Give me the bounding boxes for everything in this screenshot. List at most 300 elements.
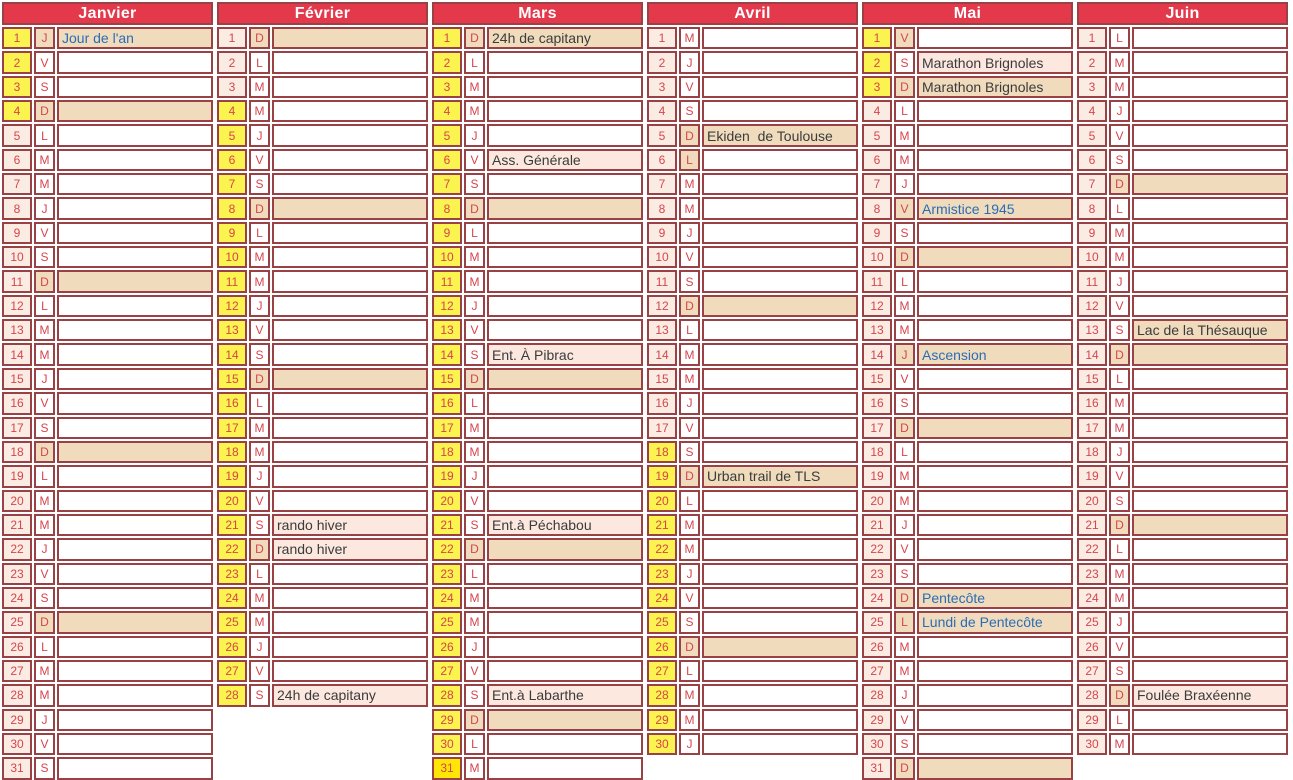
day-letter-cell[interactable]: L [894,270,915,292]
day-number-cell[interactable]: 4 [647,100,677,122]
day-number-cell[interactable]: 14 [217,343,247,365]
day-number-cell[interactable]: 12 [647,295,677,317]
event-cell[interactable] [1132,124,1288,146]
event-cell[interactable] [702,538,858,560]
day-number-cell[interactable]: 24 [862,587,892,609]
day-number-cell[interactable]: 30 [432,733,462,755]
event-cell[interactable] [272,246,428,268]
day-letter-cell[interactable]: M [894,636,915,658]
day-letter-cell[interactable]: V [679,587,700,609]
day-number-cell[interactable]: 30 [2,733,32,755]
day-letter-cell[interactable]: J [249,295,270,317]
day-number-cell[interactable]: 15 [2,368,32,390]
event-cell[interactable] [57,392,213,414]
event-cell[interactable]: Ent.à Labarthe [487,684,643,706]
event-cell[interactable] [487,636,643,658]
day-letter-cell[interactable]: S [34,246,55,268]
day-letter-cell[interactable]: M [679,173,700,195]
day-number-cell[interactable]: 22 [432,538,462,560]
event-cell[interactable] [57,538,213,560]
day-number-cell[interactable]: 23 [2,563,32,585]
event-cell[interactable] [1132,709,1288,731]
day-number-cell[interactable]: 17 [647,417,677,439]
day-letter-cell[interactable]: M [679,684,700,706]
event-cell[interactable] [272,611,428,633]
day-number-cell[interactable]: 30 [862,733,892,755]
event-cell[interactable] [702,197,858,219]
day-letter-cell[interactable]: J [679,51,700,73]
day-number-cell[interactable]: 9 [217,222,247,244]
event-cell[interactable] [487,368,643,390]
day-number-cell[interactable]: 16 [647,392,677,414]
event-cell[interactable] [1132,100,1288,122]
event-cell[interactable] [487,270,643,292]
day-number-cell[interactable]: 26 [432,636,462,658]
event-cell[interactable]: Ekiden de Toulouse [702,124,858,146]
day-number-cell[interactable]: 9 [2,222,32,244]
day-number-cell[interactable]: 9 [862,222,892,244]
event-cell[interactable]: Marathon Brignoles [917,51,1073,73]
day-letter-cell[interactable]: L [894,441,915,463]
event-cell[interactable]: Ass. Générale [487,149,643,171]
day-number-cell[interactable]: 20 [432,490,462,512]
day-number-cell[interactable]: 8 [862,197,892,219]
day-letter-cell[interactable]: V [679,246,700,268]
event-cell[interactable] [57,611,213,633]
day-number-cell[interactable]: 11 [862,270,892,292]
day-number-cell[interactable]: 26 [862,636,892,658]
day-letter-cell[interactable]: J [894,343,915,365]
event-cell[interactable] [1132,76,1288,98]
day-letter-cell[interactable]: L [1109,709,1130,731]
event-cell[interactable] [57,368,213,390]
day-number-cell[interactable]: 12 [432,295,462,317]
day-number-cell[interactable]: 29 [432,709,462,731]
day-number-cell[interactable]: 30 [647,733,677,755]
day-letter-cell[interactable]: V [894,368,915,390]
day-letter-cell[interactable]: D [464,538,485,560]
event-cell[interactable] [57,76,213,98]
day-number-cell[interactable]: 25 [2,611,32,633]
event-cell[interactable] [487,222,643,244]
day-letter-cell[interactable]: D [464,197,485,219]
day-letter-cell[interactable]: J [1109,100,1130,122]
day-number-cell[interactable]: 9 [647,222,677,244]
day-letter-cell[interactable]: M [249,270,270,292]
day-letter-cell[interactable]: S [894,563,915,585]
event-cell[interactable] [272,563,428,585]
event-cell[interactable] [917,173,1073,195]
event-cell[interactable] [272,100,428,122]
event-cell[interactable]: Ent.à Péchabou [487,514,643,536]
event-cell[interactable] [917,465,1073,487]
day-letter-cell[interactable]: J [894,684,915,706]
event-cell[interactable] [487,319,643,341]
event-cell[interactable] [272,319,428,341]
day-letter-cell[interactable]: J [679,563,700,585]
day-letter-cell[interactable]: M [249,587,270,609]
event-cell[interactable] [272,197,428,219]
day-number-cell[interactable]: 13 [2,319,32,341]
day-number-cell[interactable]: 27 [217,660,247,682]
day-number-cell[interactable]: 20 [217,490,247,512]
day-letter-cell[interactable]: M [894,149,915,171]
day-number-cell[interactable]: 3 [1077,76,1107,98]
day-number-cell[interactable]: 7 [647,173,677,195]
day-number-cell[interactable]: 11 [2,270,32,292]
day-number-cell[interactable]: 4 [862,100,892,122]
event-cell[interactable] [702,222,858,244]
day-letter-cell[interactable]: M [464,100,485,122]
event-cell[interactable]: Armistice 1945 [917,197,1073,219]
day-letter-cell[interactable]: L [464,392,485,414]
event-cell[interactable]: 24h de capitany [487,27,643,49]
day-number-cell[interactable]: 18 [432,441,462,463]
event-cell[interactable] [272,417,428,439]
day-number-cell[interactable]: 7 [2,173,32,195]
day-number-cell[interactable]: 13 [432,319,462,341]
day-letter-cell[interactable]: S [249,684,270,706]
day-number-cell[interactable]: 14 [647,343,677,365]
day-letter-cell[interactable]: L [249,222,270,244]
day-number-cell[interactable]: 9 [1077,222,1107,244]
event-cell[interactable] [917,417,1073,439]
day-letter-cell[interactable]: D [464,368,485,390]
day-letter-cell[interactable]: L [894,100,915,122]
day-number-cell[interactable]: 19 [862,465,892,487]
day-letter-cell[interactable]: S [679,441,700,463]
event-cell[interactable] [57,490,213,512]
day-letter-cell[interactable]: D [1109,343,1130,365]
day-letter-cell[interactable]: M [34,490,55,512]
day-letter-cell[interactable]: V [34,222,55,244]
event-cell[interactable] [57,222,213,244]
event-cell[interactable] [917,319,1073,341]
event-cell[interactable] [702,295,858,317]
day-letter-cell[interactable]: M [679,368,700,390]
day-letter-cell[interactable]: L [1109,538,1130,560]
day-letter-cell[interactable]: M [34,684,55,706]
day-number-cell[interactable]: 13 [217,319,247,341]
day-number-cell[interactable]: 20 [2,490,32,512]
day-letter-cell[interactable]: M [34,660,55,682]
event-cell[interactable] [1132,295,1288,317]
day-number-cell[interactable]: 11 [1077,270,1107,292]
event-cell[interactable] [57,757,213,779]
day-number-cell[interactable]: 22 [217,538,247,560]
day-number-cell[interactable]: 5 [862,124,892,146]
event-cell[interactable] [702,709,858,731]
event-cell[interactable] [487,76,643,98]
day-letter-cell[interactable]: S [249,173,270,195]
day-number-cell[interactable]: 3 [217,76,247,98]
day-letter-cell[interactable]: L [34,465,55,487]
day-letter-cell[interactable]: D [249,538,270,560]
event-cell[interactable] [702,684,858,706]
day-letter-cell[interactable]: M [894,295,915,317]
event-cell[interactable] [1132,636,1288,658]
day-letter-cell[interactable]: S [1109,149,1130,171]
day-number-cell[interactable]: 19 [432,465,462,487]
day-letter-cell[interactable]: J [894,514,915,536]
day-number-cell[interactable]: 16 [2,392,32,414]
day-number-cell[interactable]: 2 [1077,51,1107,73]
event-cell[interactable] [1132,27,1288,49]
day-letter-cell[interactable]: S [679,270,700,292]
event-cell[interactable] [57,465,213,487]
event-cell[interactable] [917,124,1073,146]
day-number-cell[interactable]: 22 [1077,538,1107,560]
event-cell[interactable] [272,343,428,365]
event-cell[interactable] [917,709,1073,731]
day-number-cell[interactable]: 15 [647,368,677,390]
event-cell[interactable]: Marathon Brignoles [917,76,1073,98]
event-cell[interactable] [57,51,213,73]
event-cell[interactable] [917,684,1073,706]
day-letter-cell[interactable]: L [34,295,55,317]
day-letter-cell[interactable]: S [679,100,700,122]
event-cell[interactable] [1132,343,1288,365]
event-cell[interactable] [917,660,1073,682]
day-number-cell[interactable]: 28 [217,684,247,706]
event-cell[interactable]: rando hiver [272,538,428,560]
event-cell[interactable] [702,611,858,633]
event-cell[interactable] [702,270,858,292]
day-number-cell[interactable]: 27 [647,660,677,682]
day-letter-cell[interactable]: D [249,197,270,219]
day-number-cell[interactable]: 13 [647,319,677,341]
day-number-cell[interactable]: 7 [862,173,892,195]
day-number-cell[interactable]: 27 [862,660,892,682]
event-cell[interactable] [1132,270,1288,292]
day-letter-cell[interactable]: M [249,611,270,633]
day-number-cell[interactable]: 8 [1077,197,1107,219]
day-number-cell[interactable]: 29 [2,709,32,731]
event-cell[interactable]: Foulée Braxéenne [1132,684,1288,706]
event-cell[interactable] [272,51,428,73]
day-number-cell[interactable]: 28 [432,684,462,706]
day-letter-cell[interactable]: V [894,538,915,560]
event-cell[interactable] [702,441,858,463]
event-cell[interactable] [917,514,1073,536]
day-number-cell[interactable]: 22 [2,538,32,560]
event-cell[interactable]: Jour de l'an [57,27,213,49]
day-letter-cell[interactable]: D [249,27,270,49]
event-cell[interactable] [487,100,643,122]
day-letter-cell[interactable]: V [249,660,270,682]
event-cell[interactable] [917,149,1073,171]
day-letter-cell[interactable]: D [679,124,700,146]
event-cell[interactable] [702,660,858,682]
day-number-cell[interactable]: 6 [217,149,247,171]
day-number-cell[interactable]: 21 [1077,514,1107,536]
day-letter-cell[interactable]: J [249,465,270,487]
day-letter-cell[interactable]: J [34,27,55,49]
event-cell[interactable] [917,636,1073,658]
day-letter-cell[interactable]: V [679,76,700,98]
event-cell[interactable] [1132,587,1288,609]
event-cell[interactable] [57,514,213,536]
event-cell[interactable] [272,441,428,463]
event-cell[interactable] [57,563,213,585]
event-cell[interactable] [487,197,643,219]
event-cell[interactable] [487,246,643,268]
day-number-cell[interactable]: 17 [862,417,892,439]
day-number-cell[interactable]: 19 [1077,465,1107,487]
day-number-cell[interactable]: 17 [432,417,462,439]
day-letter-cell[interactable]: V [464,149,485,171]
day-letter-cell[interactable]: V [249,490,270,512]
day-letter-cell[interactable]: M [464,417,485,439]
day-number-cell[interactable]: 6 [432,149,462,171]
event-cell[interactable]: 24h de capitany [272,684,428,706]
event-cell[interactable] [57,441,213,463]
day-number-cell[interactable]: 18 [2,441,32,463]
day-letter-cell[interactable]: M [249,100,270,122]
day-letter-cell[interactable]: S [894,733,915,755]
day-number-cell[interactable]: 25 [432,611,462,633]
day-number-cell[interactable]: 15 [432,368,462,390]
day-letter-cell[interactable]: M [464,270,485,292]
day-letter-cell[interactable]: D [34,611,55,633]
day-letter-cell[interactable]: D [894,587,915,609]
event-cell[interactable] [1132,149,1288,171]
day-number-cell[interactable]: 12 [2,295,32,317]
day-letter-cell[interactable]: J [679,392,700,414]
event-cell[interactable] [487,757,643,779]
day-letter-cell[interactable]: D [34,100,55,122]
day-number-cell[interactable]: 7 [432,173,462,195]
event-cell[interactable] [702,27,858,49]
event-cell[interactable] [1132,733,1288,755]
event-cell[interactable] [272,270,428,292]
day-letter-cell[interactable]: S [679,611,700,633]
day-number-cell[interactable]: 28 [862,684,892,706]
day-number-cell[interactable]: 2 [862,51,892,73]
day-number-cell[interactable]: 7 [217,173,247,195]
day-number-cell[interactable]: 28 [1077,684,1107,706]
day-letter-cell[interactable]: M [679,709,700,731]
event-cell[interactable] [917,538,1073,560]
day-number-cell[interactable]: 6 [647,149,677,171]
day-letter-cell[interactable]: S [1109,660,1130,682]
day-letter-cell[interactable]: S [464,514,485,536]
day-letter-cell[interactable]: V [34,392,55,414]
event-cell[interactable] [917,441,1073,463]
event-cell[interactable] [702,76,858,98]
event-cell[interactable]: rando hiver [272,514,428,536]
day-letter-cell[interactable]: V [679,417,700,439]
day-number-cell[interactable]: 20 [1077,490,1107,512]
day-letter-cell[interactable]: S [1109,490,1130,512]
day-letter-cell[interactable]: L [249,392,270,414]
day-number-cell[interactable]: 12 [217,295,247,317]
event-cell[interactable] [57,636,213,658]
day-number-cell[interactable]: 16 [862,392,892,414]
day-number-cell[interactable]: 13 [1077,319,1107,341]
event-cell[interactable] [57,343,213,365]
day-letter-cell[interactable]: L [1109,27,1130,49]
event-cell[interactable] [57,319,213,341]
day-letter-cell[interactable]: M [1109,222,1130,244]
day-letter-cell[interactable]: M [464,76,485,98]
event-cell[interactable] [57,246,213,268]
day-number-cell[interactable]: 25 [647,611,677,633]
day-number-cell[interactable]: 1 [1077,27,1107,49]
day-number-cell[interactable]: 21 [432,514,462,536]
day-letter-cell[interactable]: J [34,197,55,219]
day-letter-cell[interactable]: J [464,124,485,146]
day-letter-cell[interactable]: M [34,343,55,365]
day-number-cell[interactable]: 7 [1077,173,1107,195]
day-number-cell[interactable]: 24 [432,587,462,609]
day-letter-cell[interactable]: V [464,490,485,512]
day-letter-cell[interactable]: D [464,709,485,731]
day-letter-cell[interactable]: J [34,368,55,390]
day-letter-cell[interactable]: M [249,246,270,268]
event-cell[interactable] [57,709,213,731]
day-letter-cell[interactable]: M [894,319,915,341]
event-cell[interactable] [272,222,428,244]
day-letter-cell[interactable]: J [249,124,270,146]
day-letter-cell[interactable]: J [1109,270,1130,292]
event-cell[interactable] [272,368,428,390]
day-number-cell[interactable]: 12 [862,295,892,317]
day-number-cell[interactable]: 2 [647,51,677,73]
day-letter-cell[interactable]: V [34,733,55,755]
day-letter-cell[interactable]: M [1109,417,1130,439]
event-cell[interactable] [702,636,858,658]
event-cell[interactable] [1132,465,1288,487]
day-letter-cell[interactable]: L [464,222,485,244]
event-cell[interactable] [702,733,858,755]
day-number-cell[interactable]: 22 [647,538,677,560]
day-letter-cell[interactable]: M [679,197,700,219]
day-number-cell[interactable]: 28 [2,684,32,706]
day-number-cell[interactable]: 14 [1077,343,1107,365]
event-cell[interactable] [272,124,428,146]
event-cell[interactable] [272,465,428,487]
day-letter-cell[interactable]: L [679,490,700,512]
event-cell[interactable] [702,490,858,512]
event-cell[interactable] [487,173,643,195]
day-number-cell[interactable]: 21 [2,514,32,536]
day-letter-cell[interactable]: M [464,587,485,609]
day-letter-cell[interactable]: L [249,563,270,585]
day-number-cell[interactable]: 8 [217,197,247,219]
event-cell[interactable] [272,76,428,98]
day-number-cell[interactable]: 18 [862,441,892,463]
day-letter-cell[interactable]: V [34,51,55,73]
day-number-cell[interactable]: 4 [1077,100,1107,122]
day-number-cell[interactable]: 21 [647,514,677,536]
day-letter-cell[interactable]: M [1109,733,1130,755]
event-cell[interactable] [1132,173,1288,195]
day-letter-cell[interactable]: M [464,611,485,633]
event-cell[interactable]: Lac de la Thésauque [1132,319,1288,341]
day-letter-cell[interactable]: M [34,173,55,195]
day-number-cell[interactable]: 29 [1077,709,1107,731]
day-letter-cell[interactable]: M [679,27,700,49]
day-letter-cell[interactable]: L [249,51,270,73]
day-number-cell[interactable]: 23 [217,563,247,585]
event-cell[interactable] [272,660,428,682]
day-letter-cell[interactable]: M [894,660,915,682]
day-letter-cell[interactable]: L [679,319,700,341]
day-number-cell[interactable]: 24 [217,587,247,609]
day-number-cell[interactable]: 2 [432,51,462,73]
event-cell[interactable] [1132,222,1288,244]
